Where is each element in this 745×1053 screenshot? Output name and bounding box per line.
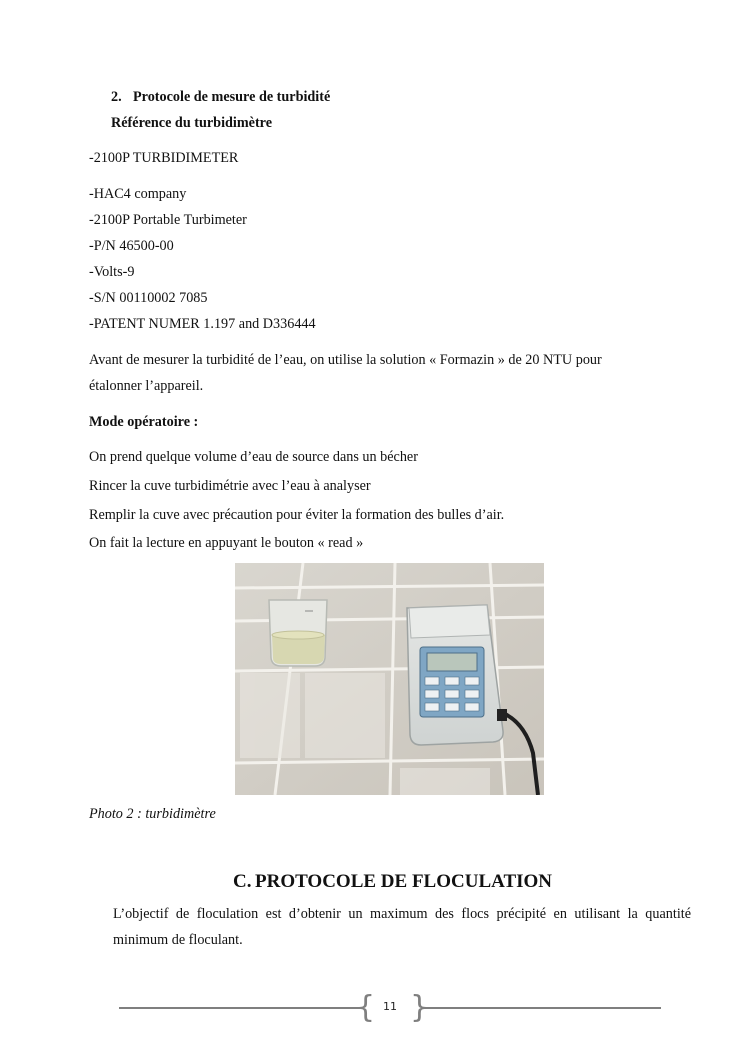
list-item: -Volts-9 [89, 264, 135, 280]
list-item: -HAC4 company [89, 186, 187, 202]
calibration-text-line1: Avant de mesurer la turbidité de l’eau, on utilise la solution « Formazin » de 20 NTU pour [89, 352, 602, 368]
section-c-letter: C. [233, 871, 252, 892]
procedure-heading: Mode opératoire : [89, 414, 199, 430]
procedure-step: Remplir la cuve avec précaution pour éviter la formation des bulles d’air. [89, 507, 505, 523]
footer-right-brace: } [410, 990, 430, 1025]
photo-caption: Photo 2 : turbidimètre [89, 806, 216, 822]
beaker-icon [269, 600, 327, 666]
list-item: -2100P Portable Turbimeter [89, 212, 247, 228]
list-item: -S/N 00110002 7085 [89, 290, 208, 306]
procedure-step: Rincer la cuve turbidimétrie avec l’eau à analyser [89, 478, 371, 494]
section-title: Protocole de mesure de turbidité [133, 89, 331, 105]
procedure-step: On prend quelque volume d’eau de source dans un bécher [89, 449, 418, 465]
section-c-paragraph: L’objectif de floculation est d’obtenir un maximum des flocs précipité en utilisant la quantité minimum de floculant. [113, 906, 691, 948]
footer-line-right [421, 1007, 661, 1009]
calibration-text-line2: étalonner l’appareil. [89, 378, 204, 394]
procedure-step: On fait la lecture en appuyant le bouton « read » [89, 535, 364, 551]
reference-model: -2100P TURBIDIMETER [89, 150, 239, 166]
section-number: 2. [111, 89, 122, 105]
list-item: -PATENT NUMER 1.197 and D336444 [89, 316, 316, 332]
list-item: -P/N 46500-00 [89, 238, 174, 254]
section-c-title: PROTOCOLE DE FLOCULATION [255, 871, 553, 892]
footer-line-left [119, 1007, 361, 1009]
turbidimeter-photo [235, 563, 544, 795]
page-number: 11 [383, 1000, 397, 1013]
section-subtitle: Référence du turbidimètre [111, 115, 273, 131]
footer-left-brace: { [356, 990, 376, 1025]
